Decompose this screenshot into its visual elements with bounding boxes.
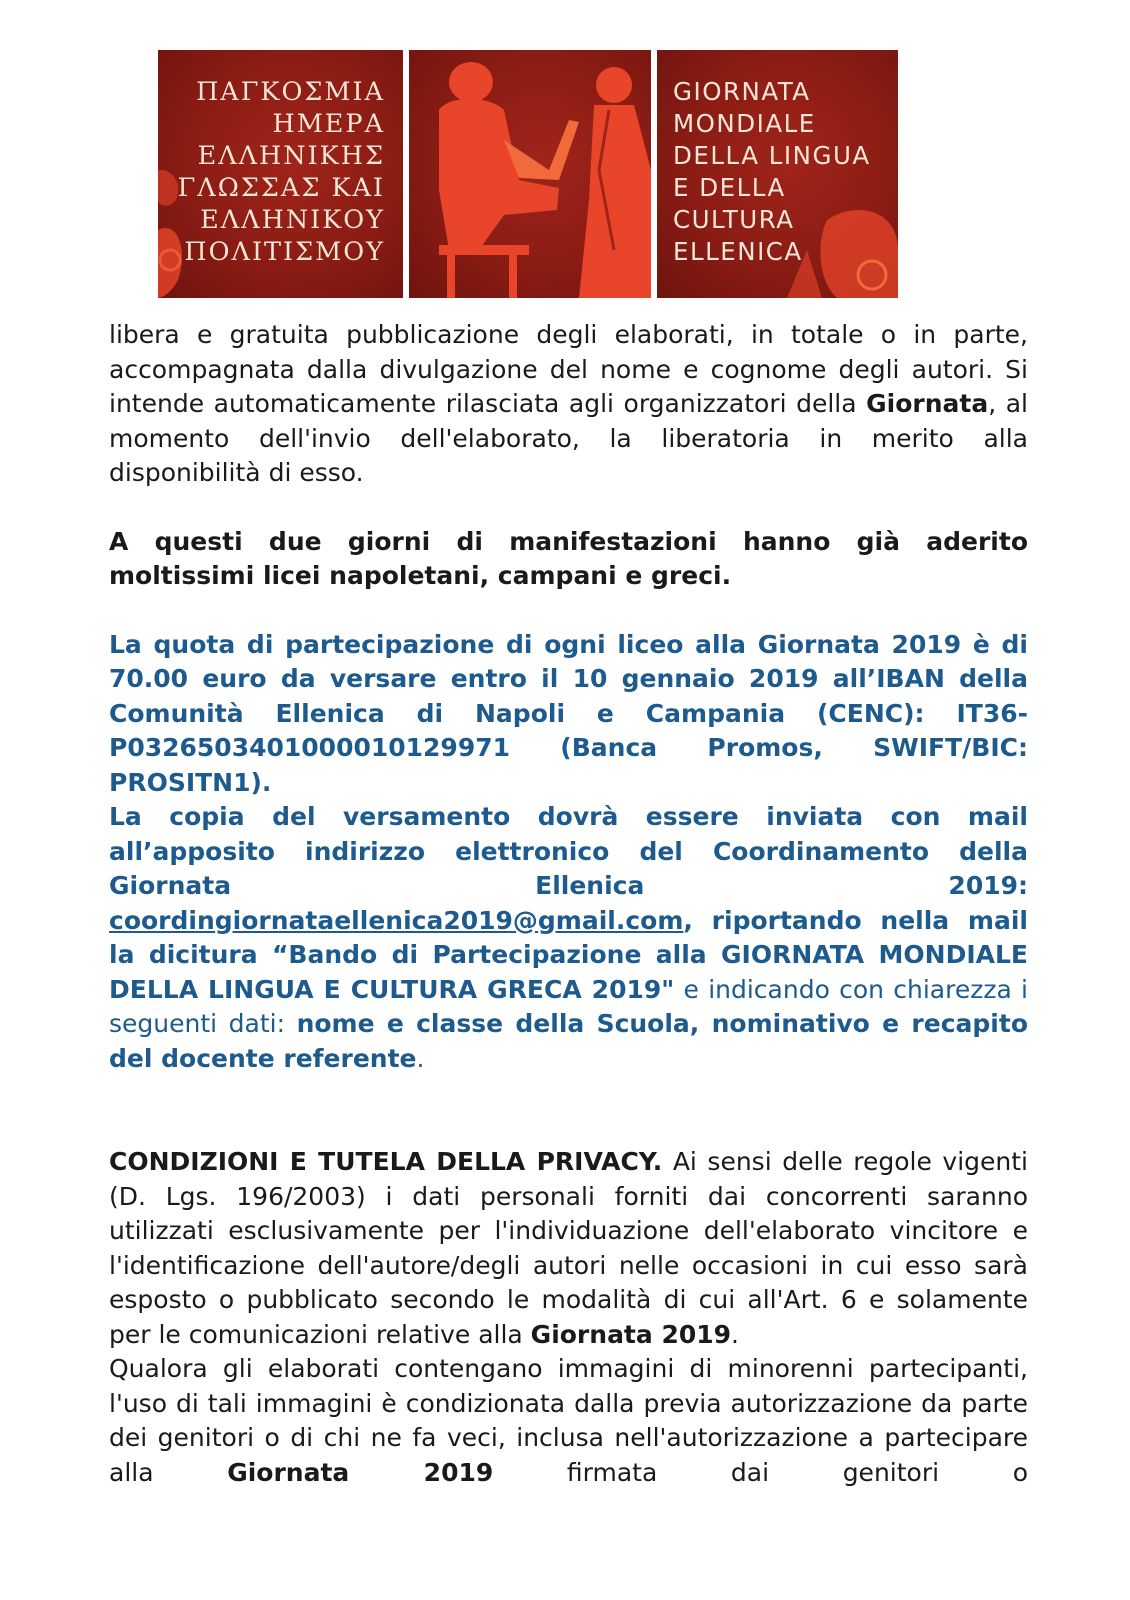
text-span: firmata dai genitori o xyxy=(493,1457,1028,1487)
text-span: , al momento dell'invio dell'elaborato, la liberatoria in merito alla disponibilità di esso. xyxy=(109,389,1028,487)
email-link[interactable]: coordingiornataellenica2019@gmail.com xyxy=(109,905,684,935)
text-span: e indicando con chiarezza i seguenti dati: xyxy=(109,974,1029,1038)
paragraph-quota: La quota di partecipazione di ogni liceo alla Giornata 2019 è di 70.00 euro da versare entro il 10 gennaio 2019 all’IBAN della Comunità Ellenica di Napoli e Campania (CENC): IT36-P0326503401000010129971 (Banca Promos, SWIFT/BIC: PROSITN1). xyxy=(109,629,1028,797)
bold-span: nome e classe della Scuola, nominativo e recapito del docente referente xyxy=(109,1009,1028,1073)
paragraph-privacy xyxy=(109,1145,1028,1352)
banner-middle-panel xyxy=(409,50,651,298)
event-banner xyxy=(158,50,898,298)
banner-italian-title: GIORNATA MONDIALE DELLA LINGUA E DELLA CULTURA ELLENICA xyxy=(673,77,871,266)
banner-right-panel xyxy=(657,50,898,298)
paragraph-liberatoria xyxy=(109,318,1028,491)
bold-span: La copia del versamento dovrà essere inviata con mail all’apposito indirizzo elettronico del Coordinamento della Giornata Ellenica 2019: xyxy=(109,802,1028,900)
text-span: Ai sensi delle regole vigenti (D. Lgs. 196/2003) i dati personali forniti dai concorrenti saranno utilizzati esclusivamente per l'individuazione dell'elaborato vincitore e l'identificazione dell'autore/degli autori nelle occasioni in cui esso sarà esposto o pubblicato secondo le modalità di cui all'Art. 6 e solamente per le comunicazioni relative alla xyxy=(109,1147,1029,1349)
banner-greek-title: ΠΑΓΚΟΣΜΙΑ ΗΜΕΡΑ ΕΛΛΗΝΙΚΗΣ ΓΛΩΣΣΑΣ ΚΑΙ ΕΛΛΗΝΙΚΟΥ ΠΟΛΙΤΙΣΜΟΥ xyxy=(177,77,385,267)
text-span: . xyxy=(731,1319,739,1349)
privacy-heading: CONDIZIONI E TUTELA DELLA PRIVACY. xyxy=(109,1147,663,1176)
greek-vase-figure-image xyxy=(409,50,651,298)
bold-span: “Bando di Partecipazione alla GIORNATA MONDIALE DELLA LINGUA E CULTURA GRECA 2019" xyxy=(109,940,1028,1004)
bold-span: Giornata xyxy=(866,389,989,418)
banner-left-panel xyxy=(158,50,403,298)
text-span: Qualora gli elaborati contengano immagini di minorenni partecipanti, l'uso di tali immagini è condizionata dalla previa autorizzazione da parte dei genitori o di chi ne fa veci, inclusa nell'autorizzazione a partecipare alla xyxy=(109,1354,1028,1487)
document-body xyxy=(109,318,1028,1490)
paragraph-adesioni: A questi due giorni di manifestazioni hanno già aderito moltissimi licei napoletani, campani e greci. xyxy=(109,526,1028,590)
paragraph-minorenni xyxy=(109,1352,1028,1490)
text-span: , riportando nella mail la dicitura xyxy=(109,905,1028,969)
paragraph-versamento xyxy=(109,800,1028,1076)
bold-span: Giornata 2019 xyxy=(530,1319,732,1349)
text-span: . xyxy=(416,1043,425,1073)
bold-span: Giornata 2019 xyxy=(227,1457,494,1487)
text-span: libera e gratuita pubblicazione degli elaborati, in totale o in parte, accompagnata dalla divulgazione del nome e cognome degli autori. Si intende automaticamente rilasciata agli organizzatori della xyxy=(109,320,1028,418)
